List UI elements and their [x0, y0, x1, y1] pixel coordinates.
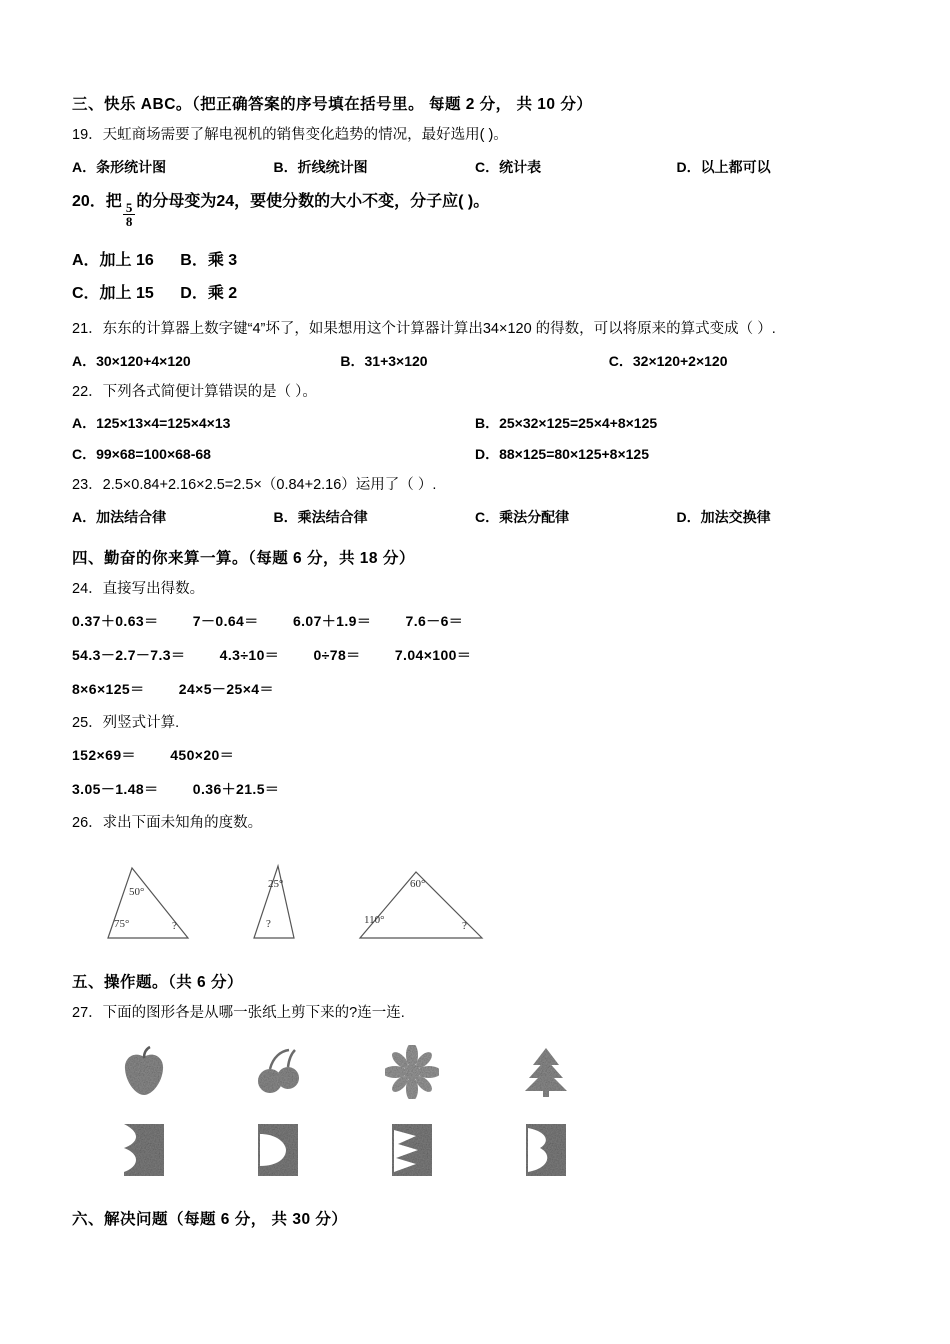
- expr: 0÷78＝: [313, 646, 361, 663]
- expr: 7.04×100＝: [394, 646, 472, 663]
- angle-label: 75°: [114, 918, 130, 931]
- option-d[interactable]: D．加法交换律: [676, 509, 771, 526]
- expr: 4.3÷10＝: [219, 646, 280, 663]
- expr: 8×6×125＝: [72, 680, 145, 697]
- question-22-options-row2: [72, 444, 878, 464]
- option-a[interactable]: A．125×13×4=125×4×13: [72, 415, 231, 432]
- angle-label: 25°: [268, 878, 284, 891]
- angle-label: ?: [172, 920, 177, 933]
- paper-sheets-row: [108, 1119, 878, 1181]
- question-27-figures: [108, 1041, 878, 1181]
- question-20-options-row2: [72, 280, 878, 303]
- expr: 54.3－2.7－7.3＝: [72, 646, 186, 663]
- option-b[interactable]: B．折线统计图: [273, 158, 368, 175]
- question-27-text: 27．下面的图形各是从哪一张纸上剪下来的?连一连.: [72, 1005, 405, 1022]
- question-24-line-1: [72, 611, 878, 631]
- question-23-options: [72, 507, 878, 527]
- section-heading-five: 五、操作题。（共 6 分）: [72, 974, 243, 992]
- expr: 0.36＋21.5＝: [192, 780, 280, 797]
- flower-cutout-icon: [376, 1041, 448, 1103]
- option-b[interactable]: B．乘法结合律: [273, 509, 368, 526]
- option-c[interactable]: C．99×68=100×68-68: [72, 446, 211, 463]
- option-a[interactable]: A．30×120+4×120: [72, 352, 191, 369]
- expr: 0.37＋0.63＝: [72, 612, 159, 629]
- option-c[interactable]: C．乘法分配律: [475, 509, 570, 526]
- paper-sheet-2-icon: [242, 1119, 314, 1181]
- question-24-line-3: [72, 679, 878, 699]
- section-heading-six: 六、解决问题（每题 6 分， 共 30 分）: [72, 1211, 348, 1229]
- option-b[interactable]: B．25×32×125=25×4+8×125: [475, 415, 658, 432]
- apple-cutout-icon: [108, 1041, 180, 1103]
- option-c[interactable]: C．加上 15: [72, 284, 154, 302]
- option-c[interactable]: C．32×120+2×120: [608, 352, 728, 369]
- page-content: [72, 92, 878, 1229]
- triangle-3: [350, 856, 490, 944]
- option-b[interactable]: B．乘 3: [180, 251, 238, 269]
- angle-label: 60°: [410, 878, 426, 891]
- question-20-options-row1: [72, 247, 878, 270]
- question-25-text: 25．列竖式计算.: [72, 714, 180, 731]
- question-21-text: 21．东东的计算器上数字键“4”坏了，如果想用这个计算器计算出34×120 的得数，可以将原来的算式变成（ ）.: [72, 320, 776, 337]
- angle-label: ?: [266, 918, 271, 931]
- expr: 3.05－1.48＝: [72, 780, 159, 797]
- option-a[interactable]: A．条形统计图: [72, 158, 167, 175]
- triangle-1: [96, 856, 196, 944]
- angle-label: 50°: [129, 886, 145, 899]
- expr: 24×5－25×4＝: [178, 680, 274, 697]
- angle-label: 110°: [364, 914, 385, 927]
- paper-sheet-4-icon: [510, 1119, 582, 1181]
- expr: 6.07＋1.9＝: [292, 612, 372, 629]
- paper-sheet-3-icon: [376, 1119, 448, 1181]
- question-24-line-2: [72, 645, 878, 665]
- expr: 152×69＝: [72, 746, 136, 763]
- question-19-options: [72, 157, 878, 177]
- fraction-five-eighths: $\frac{5}{8}$: [123, 201, 136, 229]
- triangle-2: [242, 856, 304, 944]
- question-20-text: [72, 188, 878, 229]
- section-heading-three: 三、快乐 ABC。（把正确答案的序号填在括号里。 每题 2 分， 共 10 分）: [72, 96, 593, 113]
- option-d[interactable]: D．乘 2: [180, 284, 238, 302]
- question-26-text: 26．求出下面未知角的度数。: [72, 814, 263, 831]
- expr: 450×20＝: [170, 746, 235, 763]
- section-heading-four: 四、勤奋的你来算一算。（每题 6 分，共 18 分）: [72, 550, 415, 568]
- option-b[interactable]: B．31+3×120: [340, 352, 428, 369]
- cherry-cutout-icon: [242, 1041, 314, 1103]
- question-20-prefix: 20．把: [72, 192, 122, 210]
- expr: 7.6－6＝: [405, 612, 464, 629]
- question-26-figures: [96, 848, 878, 944]
- angle-label: ?: [462, 920, 467, 933]
- option-c[interactable]: C．统计表: [475, 158, 542, 175]
- tree-cutout-icon: [510, 1041, 582, 1103]
- question-25-line-2: [72, 779, 878, 799]
- question-21-options: [72, 351, 878, 371]
- question-25-line-1: [72, 745, 878, 765]
- option-d[interactable]: D．88×125=80×125+8×125: [475, 446, 649, 463]
- question-24-text: 24．直接写出得数。: [72, 581, 205, 598]
- expr: 7－0.64＝: [192, 612, 259, 629]
- paper-sheet-1-icon: [108, 1119, 180, 1181]
- option-a[interactable]: A．加法结合律: [72, 509, 167, 526]
- question-20-suffix: 的分母变为24，要使分数的大小不变，分子应( )。: [136, 192, 490, 210]
- question-19-text: 19．天虹商场需要了解电视机的销售变化趋势的情况，最好选用( )。: [72, 127, 508, 143]
- option-a[interactable]: A．加上 16: [72, 251, 154, 269]
- question-22-text: 22．下列各式简便计算错误的是（ ）。: [72, 383, 317, 400]
- question-22-options-row1: [72, 413, 878, 433]
- cutout-shapes-row: [108, 1041, 878, 1103]
- question-23-text: 23．2.5×0.84+2.16×2.5=2.5×（0.84+2.16）运用了（ ）.: [72, 477, 437, 494]
- option-d[interactable]: D．以上都可以: [676, 158, 771, 175]
